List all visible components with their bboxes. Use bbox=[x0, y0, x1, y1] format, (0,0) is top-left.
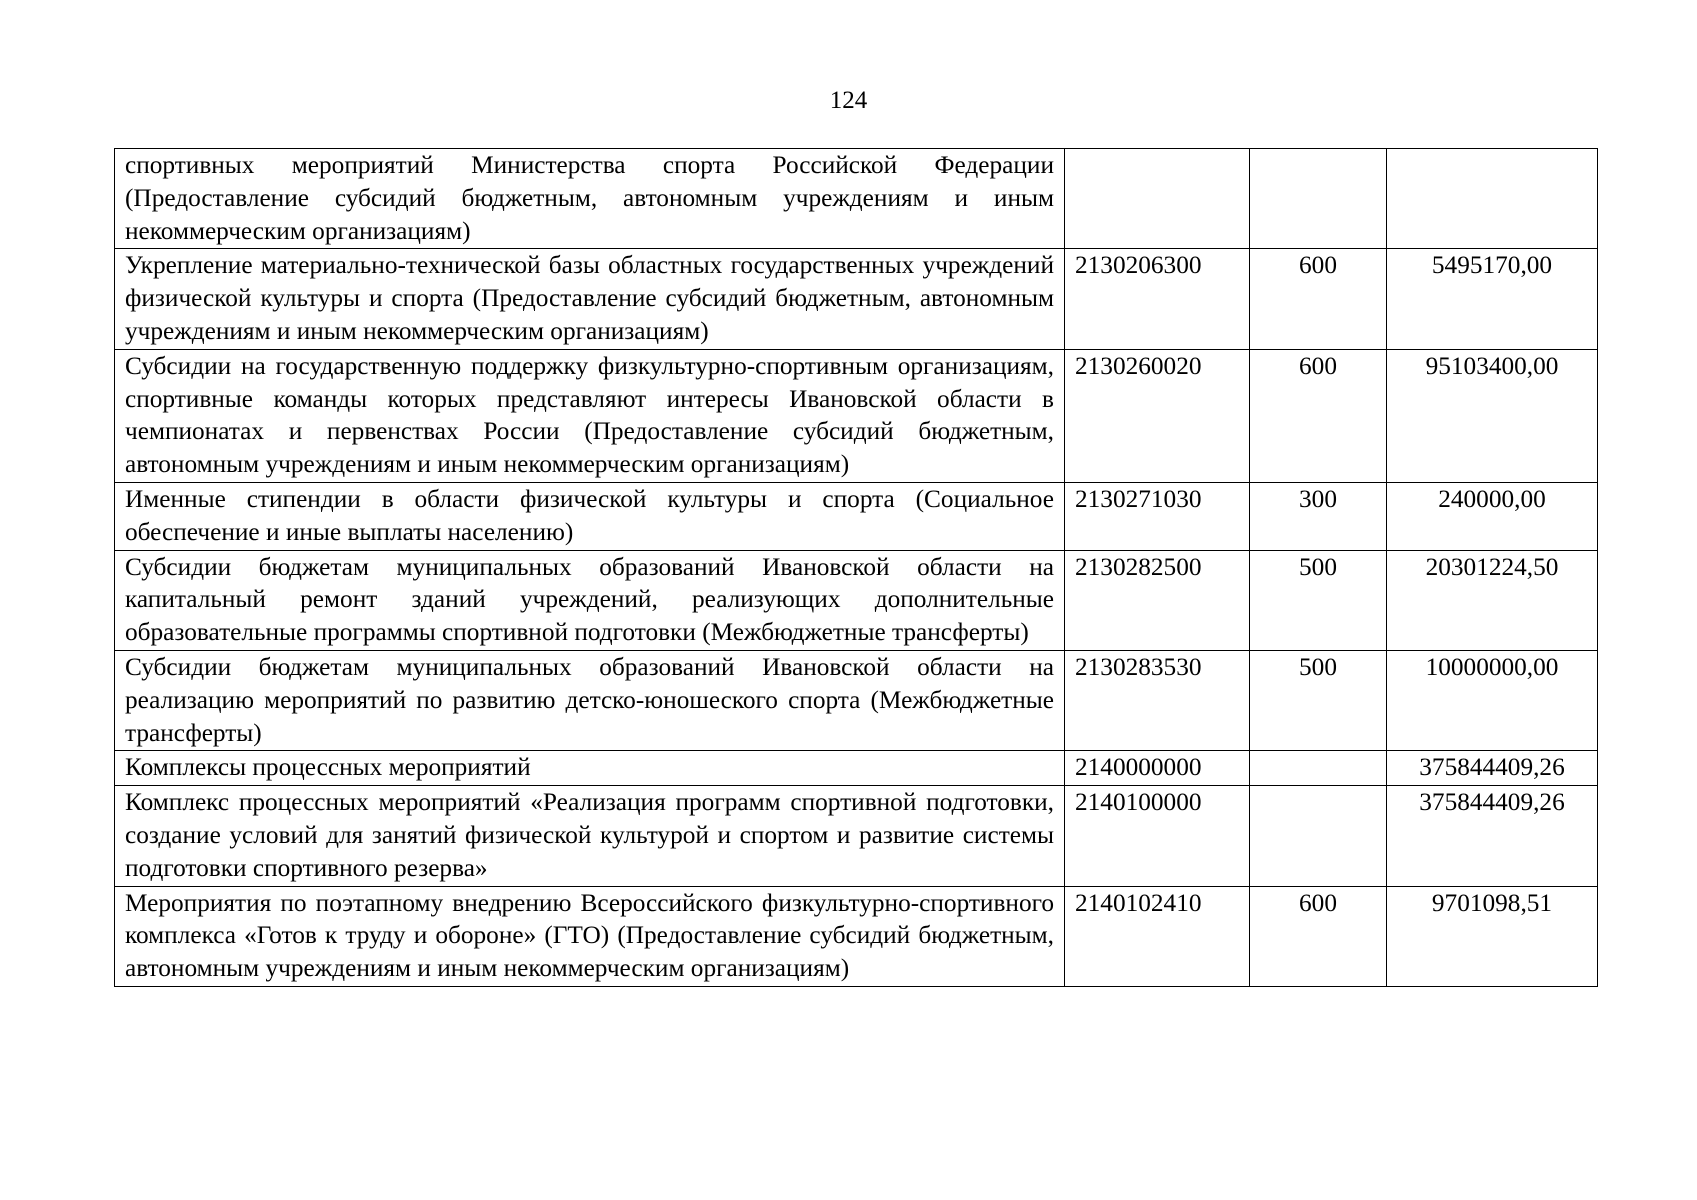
row-sum: 95103400,00 bbox=[1387, 349, 1598, 482]
row-name: Комплекс процессных мероприятий «Реализация программ спортивной подготовки, создание условий для занятий физической культурой и спортом и развитие системы подготовки спортивного резерва» bbox=[115, 786, 1065, 886]
row-expense-type: 600 bbox=[1250, 349, 1387, 482]
row-sum: 10000000,00 bbox=[1387, 650, 1598, 750]
table-row bbox=[115, 349, 1598, 482]
row-expense-type bbox=[1250, 751, 1387, 786]
row-sum: 5495170,00 bbox=[1387, 249, 1598, 349]
row-sum: 240000,00 bbox=[1387, 482, 1598, 550]
row-expense-type: 500 bbox=[1250, 550, 1387, 650]
table-row bbox=[115, 786, 1598, 886]
row-code: 2140000000 bbox=[1065, 751, 1250, 786]
table-row bbox=[115, 886, 1598, 986]
row-name: Укрепление материально-технической базы областных государственных учреждений физической культуры и спорта (Предоставление субсидий бюджетным, автономным учреждениям и иным некоммерческим организациям) bbox=[115, 249, 1065, 349]
row-name: Субсидии на государственную поддержку физкультурно-спортивным организациям, спортивные команды которых представляют интересы Ивановской области в чемпионатах и первенствах России (Предоставление субсидий бюджетным, автономным учреждениям и иным некоммерческим организациям) bbox=[115, 349, 1065, 482]
row-name: Именные стипендии в области физической культуры и спорта (Социальное обеспечение и иные выплаты населению) bbox=[115, 482, 1065, 550]
row-sum: 375844409,26 bbox=[1387, 786, 1598, 886]
page-number: 124 bbox=[829, 87, 868, 114]
row-name: Субсидии бюджетам муниципальных образований Ивановской области на реализацию мероприятий по развитию детско-юношеского спорта (Межбюджетные трансферты) bbox=[115, 650, 1065, 750]
table-row bbox=[115, 482, 1598, 550]
row-sum: 20301224,50 bbox=[1387, 550, 1598, 650]
row-code: 2130282500 bbox=[1065, 550, 1250, 650]
row-expense-type: 600 bbox=[1250, 249, 1387, 349]
row-sum: 9701098,51 bbox=[1387, 886, 1598, 986]
row-sum bbox=[1387, 149, 1598, 249]
table-row bbox=[115, 249, 1598, 349]
table-row bbox=[115, 650, 1598, 750]
row-sum: 375844409,26 bbox=[1387, 751, 1598, 786]
row-name: Мероприятия по поэтапному внедрению Всероссийского физкультурно-спортивного комплекса «Готов к труду и обороне» (ГТО) (Предоставление субсидий бюджетным, автономным учреждениям и иным некоммерческим организациям) bbox=[115, 886, 1065, 986]
row-code: 2130271030 bbox=[1065, 482, 1250, 550]
budget-table bbox=[114, 148, 1598, 987]
row-expense-type: 600 bbox=[1250, 886, 1387, 986]
row-name: Субсидии бюджетам муниципальных образований Ивановской области на капитальный ремонт зданий учреждений, реализующих дополнительные образовательные программы спортивной подготовки (Межбюджетные трансферты) bbox=[115, 550, 1065, 650]
table-row bbox=[115, 550, 1598, 650]
row-expense-type: 500 bbox=[1250, 650, 1387, 750]
row-code: 2140102410 bbox=[1065, 886, 1250, 986]
row-expense-type: 300 bbox=[1250, 482, 1387, 550]
row-name: Комплексы процессных мероприятий bbox=[115, 751, 1065, 786]
table-row bbox=[115, 751, 1598, 786]
row-expense-type bbox=[1250, 786, 1387, 886]
row-code bbox=[1065, 149, 1250, 249]
row-code: 2140100000 bbox=[1065, 786, 1250, 886]
row-code: 2130206300 bbox=[1065, 249, 1250, 349]
row-expense-type bbox=[1250, 149, 1387, 249]
row-code: 2130260020 bbox=[1065, 349, 1250, 482]
row-name: спортивных мероприятий Министерства спорта Российской Федерации (Предоставление субсидий бюджетным, автономным учреждениям и иным некоммерческим организациям) bbox=[115, 149, 1065, 249]
table-row bbox=[115, 149, 1598, 249]
row-code: 2130283530 bbox=[1065, 650, 1250, 750]
